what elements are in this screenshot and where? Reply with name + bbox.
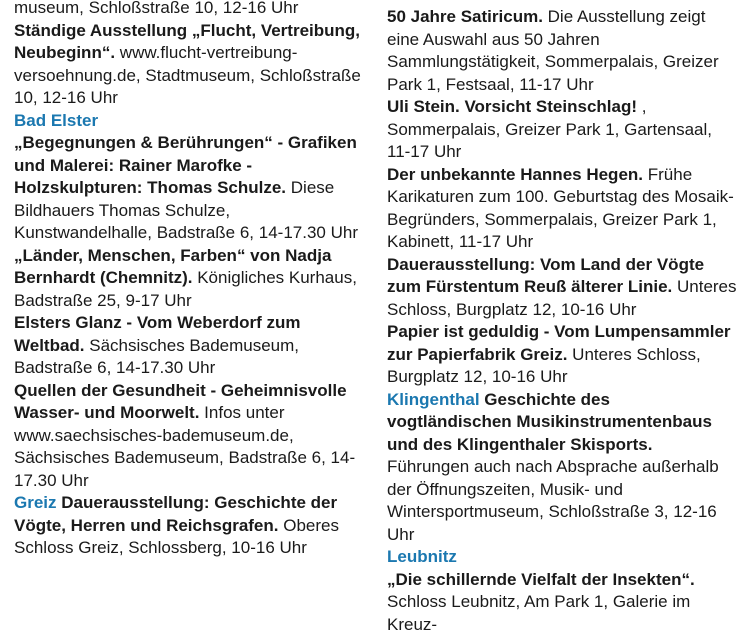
listing-entry [387,254,737,322]
entry-title: Uli Stein. Vorsicht Steinschlag! [387,97,637,116]
listing-entry [14,312,364,380]
right-column [387,6,737,636]
entry-title: Elsters Glanz - Vom Weberdorf zum Weltbad. [14,313,301,355]
town-heading: Klingenthal [387,390,480,409]
town-heading: Leubnitz [387,547,457,566]
entry-text: Führungen auch nach Absprache außerhalb der Öffnungszeiten, Musik- und Wintersportmuseum, Schloßstraße 3, 12-16 Uhr [387,457,719,544]
listing-entry [14,245,364,313]
listing-entry [387,389,737,547]
entry-title: 50 Jahre Satiricum. [387,7,543,26]
entry-title: „Die schillernde Vielfalt der Insekten“. [387,570,695,589]
entry-text: Oberes Schloss Greiz, Schlossberg, 10-16 Uhr [14,516,339,558]
entry-text: museum, Schloßstraße 10, 12-16 Uhr [14,0,298,17]
entry-title: „Begegnungen & Berührungen“ - Grafiken und Malerei: Rainer Marofke - Holzskulpturen: Thomas Schulze. [14,133,357,197]
entry-title: Der unbekannte Hannes Hegen. [387,165,643,184]
entry-text: Schloss Leubnitz, Am Park 1, Galerie im Kreuz- [387,592,690,634]
entry-title: „Länder, Menschen, Farben“ von Nadja Bernhardt (Chemnitz). [14,246,331,288]
listing-entry [387,321,737,389]
entry-text: Unteres Schloss, Burgplatz 12, 10-16 Uhr [387,277,737,319]
listing-entry [387,164,737,254]
town-heading-line [14,110,364,133]
entry-text: Sächsisches Bademuseum, Badstraße 6, 14-17.30 Uhr [14,336,299,378]
entry-text: Infos unter www.saechsisches-bademuseum.de, Sächsisches Bademuseum, Badstraße 6, 14-17.30 Uhr [14,403,355,490]
entry-text: Unteres Schloss, Burgplatz 12, 10-16 Uhr [387,345,701,387]
entry-title: Ständige Ausstellung „Flucht, Vertreibung, Neubeginn“. [14,21,360,63]
listing-entry [14,0,364,20]
entry-text: Die Ausstellung zeigt eine Auswahl aus 50 Jahren Sammlungstätigkeit, Sommerpalais, Greizer Park 1, Festsaal, 11-17 Uhr [387,7,719,94]
listing-entry [387,96,737,164]
town-heading: Greiz [14,493,57,512]
entry-title: Papier ist geduldig - Vom Lumpensammler zur Papierfabrik Greiz. [387,322,731,364]
entry-title: Dauerausstellung: Geschichte der Vögte, Herren und Reichsgrafen. [14,493,337,535]
entry-title: Dauerausstellung: Vom Land der Vögte zum Fürstentum Reuß älterer Linie. [387,255,704,297]
listing-entry [14,380,364,493]
entry-text: Diese Bildhauers Thomas Schulze, Kunstwandelhalle, Badstraße 6, 14-17.30 Uhr [14,178,358,242]
entry-title: Geschichte des vogtländischen Musikinstrumentenbaus und des Klingenthaler Skisports. [387,390,712,454]
entry-title: Quellen der Gesundheit - Geheimnisvolle Wasser- und Moorwelt. [14,381,347,423]
town-heading: Bad Elster [14,111,98,130]
left-column [14,0,364,560]
entry-text: , Sommerpalais, Greizer Park 1, Gartensaal, 11-17 Uhr [387,97,712,161]
listing-entry [14,492,364,560]
listing-entry [14,132,364,245]
entry-text: Frühe Karikaturen zum 100. Geburtstag des Mosaik-Begründers, Sommerpalais, Greizer Park 1, Kabinett, 11-17 Uhr [387,165,734,252]
listing-entry [387,569,737,636]
town-heading-line [387,546,737,569]
listing-entry [14,20,364,110]
entry-text: www.flucht-vertreibung-versoehnung.de, Stadtmuseum, Schloßstraße 10, 12-16 Uhr [14,43,361,107]
listing-entry [387,6,737,96]
entry-text: Königliches Kurhaus, Badstraße 25, 9-17 Uhr [14,268,357,310]
